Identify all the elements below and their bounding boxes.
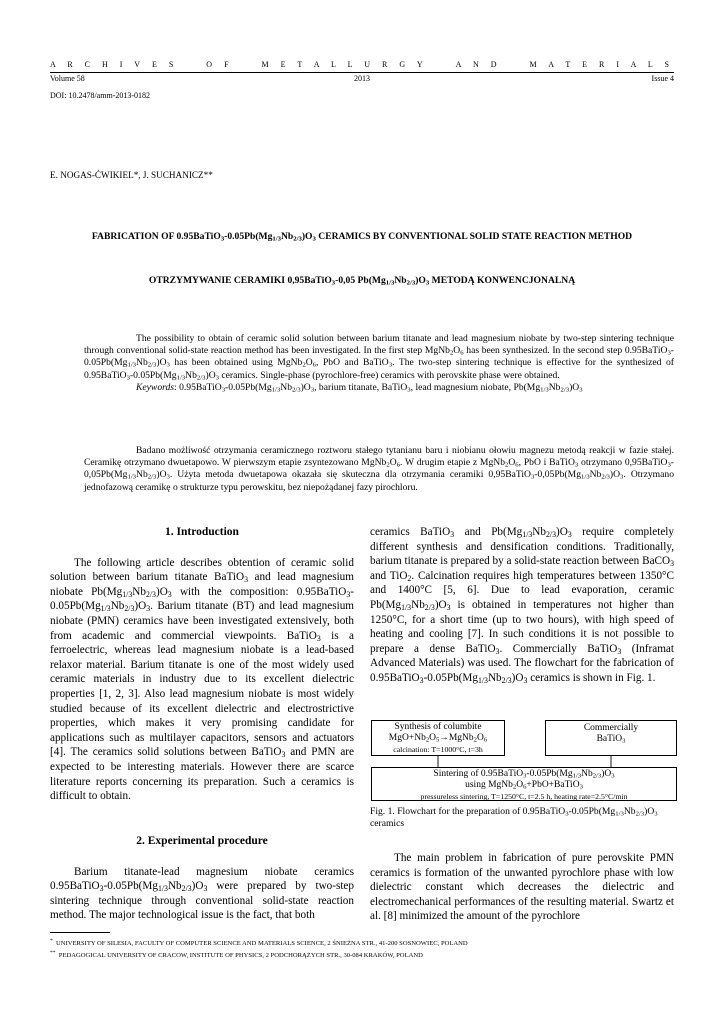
right-column — [370, 525, 674, 686]
box-batio3-line2: BaTiO$_3$ — [596, 734, 626, 745]
journal-word: M A T E R I A L S — [529, 60, 674, 69]
figure-caption: Fig. 1. Flowchart for the preparation of $0.95BaTiO_3-0.05Pb(Mg_{1/3}Nb_{2/3})O_3$ ceramics — [370, 806, 658, 829]
abstract-polish — [84, 445, 674, 494]
keywords: Keywords: $0.95BaTiO_3-0.05Pb(Mg_{1/3}Nb_{2/3})O_3$, barium titanate, BaTiO$_3$, lead magnesium niobate, $Pb(Mg_{1/3}Nb_{2/3})O_3$ — [136, 381, 583, 394]
issue: Issue 4 — [651, 74, 674, 83]
doi: DOI: 10.2478/amm-2013-0182 — [50, 91, 150, 100]
flowchart-box-batio3 — [545, 720, 677, 756]
footnote-text: PEDAGOGICAL UNIVERSITY OF CRACOW, INSTITUTE OF PHYSICS, 2 PODCHORĄŻYCH STR., 30-084 KRAKÓW, POLAND — [58, 952, 423, 960]
box-columbite-conditions: calcination: T=1000°C, t=3h — [393, 745, 483, 754]
year: 2013 — [354, 74, 370, 83]
keywords-text: $0.95BaTiO_3-0.05Pb(Mg_{1/3}Nb_{2/3})O_3$, barium titanate, BaTiO$_3$, lead magnesium niobate, $Pb(Mg_{1/3}Nb_{2/3})O_3$ — [179, 381, 583, 394]
abstract-english — [84, 333, 674, 394]
authors — [50, 170, 213, 180]
footnote-1 — [50, 938, 468, 947]
experimental-paragraph: Barium titanate-lead magnesium niobate ceramics $0.95BaTiO_3-0.05Pb(Mg_{1/3}Nb_{2/3})O_3$ were prepared by two-step sintering technique through conventional solid-state reaction method. The major technological issue is the fact, that both — [50, 865, 354, 922]
journal-title — [50, 60, 674, 69]
introduction-paragraph: The following article describes obtention of ceramic solid solution between barium titanate BaTiO$_3$ and lead magnesium niobate $Pb(Mg_{1/3}Nb_{2/3})O_3$ with the composition: $0.95BaTiO_3-0.05Pb(Mg_{1/3}Nb_{2/3})O_3$. Barium titanate (BT) and lead magnesium niobate (PMN) ceramics have been investigated extensively, both from academic and commercial viewpoints. BaTiO$_3$ is a ferroelectric, whereas lead magnesium niobate is a lead-based relaxor material. Barium titanate is one of the most widely used ceramic materials in industry due to its excellent dielectric properties [1, 2, 3]. Also lead magnesium niobate is most widely studied because of its excellent dielectric and electrostrictive properties, which makes it very promising candidate for applications such as multilayer capacitors, sensors and actuators [4]. The ceramics solid solutions between BaTiO$_3$ and PMN are expected to be interesting materials. However there are scarce literature reports concerning its preparation. Such a ceramics is difficult to obtain. — [50, 556, 354, 803]
journal-word: A R C H I V E S — [50, 60, 179, 69]
right-column-paragraph: ceramics BaTiO$_3$ and $Pb(Mg_{1/3}Nb_{2/3})O_3$ require completely different synthesis and densification conditions. Traditionally, barium titanate is prepared by a solid-state reaction between BaCO$_3$ and TiO$_2$. Calcination requires high temperatures between 1350°C and 1400°C [5, 6]. Due to lead evaporation, ceramic $Pb(Mg_{1/3}Nb_{2/3})O_3$ is obtained in temperatures not higher than 1250°C, for a short time (up to two hours), with high speed of heating and cooling [7]. In such conditions it is not possible to prepare a dense BaTiO$_3$. Commercially BaTiO$_3$ (Inframat Advanced Materials) was used. The flowchart for the fabrication of $0.95BaTiO_3-0.05Pb(Mg_{1/3}Nb_{2/3})O_3$ ceramics is shown in Fig. 1. — [370, 526, 674, 685]
footnote-rule — [50, 932, 110, 933]
box-columbite-title: Synthesis of columbite — [394, 722, 482, 732]
title-polish: OTRZYMYWANIE CERAMIKI 0,95BaTiO$_3$-0,05 $Pb(Mg_{1/3}Nb_{2/3})O_3$ METODĄ KONWENCJONALNĄ — [148, 275, 576, 287]
journal-word: A N D — [455, 60, 502, 69]
title-english: FABRICATION OF $0.95BaTiO_3-0.05Pb(Mg_{1/3}Nb_{2/3})O_3$ CERAMICS BY CONVENTIONAL SOLID STATE REACTION METHOD — [91, 231, 633, 243]
footnote-text: UNIVERSITY OF SILESIA, FACULTY OF COMPUTER SCIENCE AND MATERIALS SCIENCE, 2 ŚNIEŻNA STR., 41-200 SOSNOWIEC, POLAND — [56, 940, 468, 948]
abstract-polish-text: Badano możliwość otrzymania ceramicznego roztworu stałego tytanianu baru i niobianu ołowiu magnezu metodą reakcji w fazie stałej. Ceramikę otrzymano dwuetapowo. W pierwszym etapie zsyntezowano $MgNb_2O_6$. W drugim etapie z $MgNb_2O_6$, PbO i BaTiO$_3$ otrzymano $0,95BaTiO_3-0,05Pb(Mg_{1/3}Nb_{2/3})O_3$. Użyta metoda dwuetapowa okazała się skuteczna dla otrzymania ceramiki $0,95BaTiO_3-0,05Pb(Mg_{1/3}Nb_{2/3})O_3$. Otrzymano jednofazową ceramikę o strukturze typu perowskitu, bez niepożądanej fazy pirochloru. — [84, 445, 674, 493]
flowchart-box-sintering — [371, 767, 677, 801]
box-sintering-conditions: pressureless sintering, T=1250°C, t=2.5 h, heating rate=2.5°C/min — [420, 792, 628, 801]
keywords-label: Keywords — [136, 381, 175, 393]
journal-word: M E T A L L U R G Y — [261, 60, 428, 69]
author-names: E. NOGAS-ĆWIKIEL*, J. SUCHANICZ** — [50, 170, 213, 180]
flowchart-box-columbite — [371, 720, 505, 756]
box-batio3-line1: Commercially — [583, 723, 639, 733]
footnote-mark: * — [50, 938, 53, 944]
section-experimental-heading: 2. Experimental procedure — [136, 835, 268, 847]
section-introduction-heading: 1. Introduction — [165, 526, 239, 538]
journal-word: O F — [206, 60, 234, 69]
left-column-lower — [50, 834, 354, 923]
abstract-english-text: The possibility to obtain of ceramic solid solution between barium titanate and lead magnesium niobate by two-step sintering technique through conventional solid-state reaction method has been investigated. In the first step $MgNb_2O_6$ has been synthesized. In the second step $0.95BaTiO_3-0.05Pb(Mg_{1/3}Nb_{2/3})O_3$ has been obtained using $MgNb_2O_6$, PbO and BaTiO$_3$. The two-step sintering technique is effective for the synthesized of $0.95BaTiO_3-0.05Pb(Mg_{1/3}Nb_{2/3})O_3$ ceramics. Single-phase (pyrochlore-free) ceramics with perovskite phase were obtained. — [84, 333, 674, 382]
footnote-mark: ** — [50, 950, 56, 956]
right-column-lower — [370, 851, 674, 924]
header-rule — [50, 72, 674, 73]
volume: Volume 58 — [50, 74, 85, 83]
footnote-2 — [50, 950, 423, 959]
left-column — [50, 525, 354, 804]
box-columbite-reaction: $MgO+Nb_2O_5\to MgNb_2O_6$ — [388, 733, 488, 744]
box-sintering-line1: Sintering of $0.95BaTiO_3-0.05Pb(Mg_{1/3}Nb_{2/3})O_3$ — [433, 769, 615, 780]
box-sintering-line2: using $MgNb_2O_6+PbO+BaTiO_3$ — [465, 780, 583, 791]
right-column-paragraph-2: The main problem in fabrication of pure perovskite PMN ceramics is formation of the unwanted pyrochlore phase with low dielectric constant which decreases the dielectric and electromechanical performances of the resulting material. Swartz et al. [8] minimized the amount of the pyrochlore — [370, 852, 674, 923]
